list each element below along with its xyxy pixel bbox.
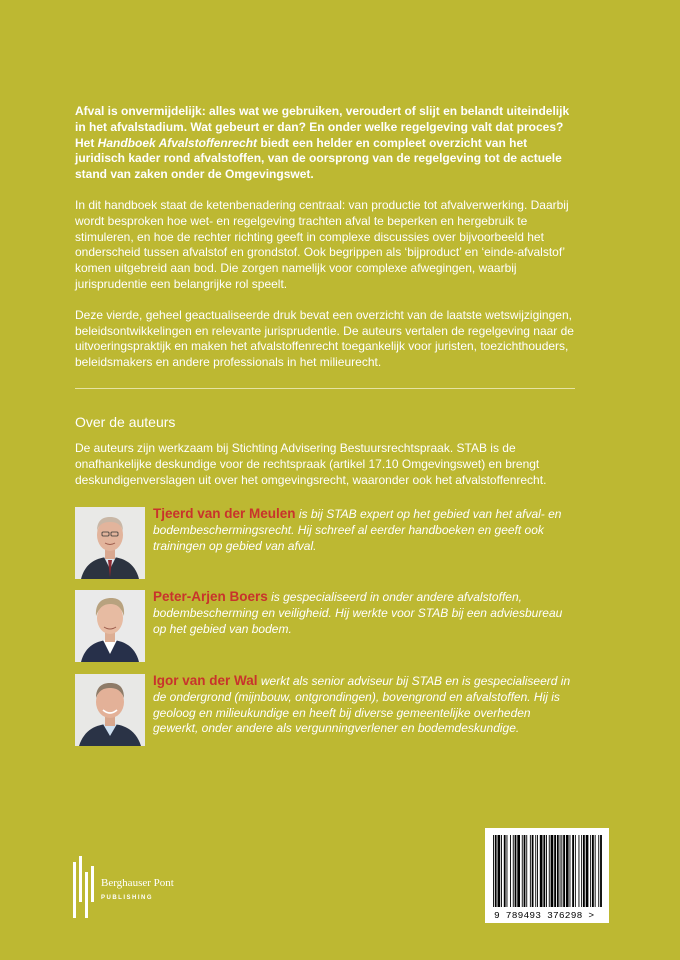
publisher-name: Berghauser Pont xyxy=(101,877,174,889)
author-photo xyxy=(75,507,145,579)
barcode xyxy=(485,828,609,923)
paragraph-2: In dit handboek staat de ketenbenadering centraal: van productie tot afvalverwerking. Daarbij wordt besproken hoe wet- en regelgeving trachten afval te beperken en hergebruik te stimuleren, en hoe de rechter richting geeft in complexe discussies over bijvoorbeeld het onderscheid tussen afvalstof en grondstof. Ook begrippen als ‘bijproduct’ en ‘einde-afvalstof’ komen uitgebreid aan bod. Die zorgen namelijk voor complexe afwegingen, waarbij jurisprudentie een belangrijke rol speelt. xyxy=(75,197,569,291)
intro-paragraph xyxy=(75,104,580,183)
intro-text-end: biedt een helder en compleet overzicht van het juridisch kader rond afvalstoffen, van de oorsprong van de regelgeving tot de actuele stand van zaken onder de Omgevingswet. xyxy=(75,135,562,182)
author-name: Tjeerd van der Meulen xyxy=(153,506,296,521)
book-title: Handboek Afvalstoffenrecht xyxy=(97,135,258,150)
author-bio xyxy=(153,506,578,554)
publisher-sub: PUBLISHING xyxy=(101,895,154,901)
author-bio xyxy=(153,589,578,637)
author-description: is bij STAB expert op het gebied van het afval- en bodembeschermingsrecht. Hij schreef al eerder handboeken en geeft ook trainingen op gebied van afval. xyxy=(153,507,562,553)
divider xyxy=(75,388,575,389)
author-description: is gespecialiseerd in onder andere afvalstoffen, bodembescherming en veiligheid. Hij werkte voor STAB bij een adviesbureau op het gebied van bodem. xyxy=(153,590,563,636)
author-bio xyxy=(153,673,578,737)
author-description: werkt als senior adviseur bij STAB en is gespecialiseerd in de ondergrond (mijnbouw, ontgrondingen), bovengrond en afvalstoffen. Hij is geoloog en milieukundige en heeft bij diverse gemeentelijke overheden gewerkt, onder andere als vergunningverlener en bodemdeskundige. xyxy=(153,674,571,736)
barcode-bars xyxy=(485,828,609,923)
author-name: Igor van der Wal xyxy=(153,673,258,688)
author-card xyxy=(75,507,580,581)
author-card xyxy=(75,674,580,748)
author-photo xyxy=(75,674,145,746)
author-photo xyxy=(75,590,145,662)
author-card xyxy=(75,590,580,664)
intro-text: Afval is onvermijdelijk: alles wat we gebruiken, veroudert of slijt en belandt uiteindelijk in het afvalstadium. Wat gebeurt er dan? En onder welke regelgeving valt dat proces? Het xyxy=(75,104,570,150)
section-title: Over de auteurs xyxy=(75,414,176,430)
paragraph-3: Deze vierde, geheel geactualiseerde druk bevat een overzicht van de laatste wetswijzigingen, beleidsontwikkelingen en relevante jurisprudentie. De auteurs vertalen de regelgeving naar de uitvoeringspraktijk en maken het afvalstoffenrecht toegankelijk voor juristen, toezichthouders, beleidsmakers en andere professionals in het milieurecht. xyxy=(75,307,574,370)
authors-intro: De auteurs zijn werkzaam bij Stichting Advisering Bestuursrechtspraak. STAB is de onafhankelijke deskundige voor de rechtspraak (artikel 17.10 Omgevingswet) en brengt deskundigenverslagen uit over het omgevingsrecht, waaronder ook het afvalstoffenrecht. xyxy=(75,441,547,487)
blurb xyxy=(75,104,580,371)
author-name: Peter-Arjen Boers xyxy=(153,589,268,604)
isbn-number: 9 789493 376298 > xyxy=(494,910,595,921)
publisher-logo-icon xyxy=(71,856,99,918)
